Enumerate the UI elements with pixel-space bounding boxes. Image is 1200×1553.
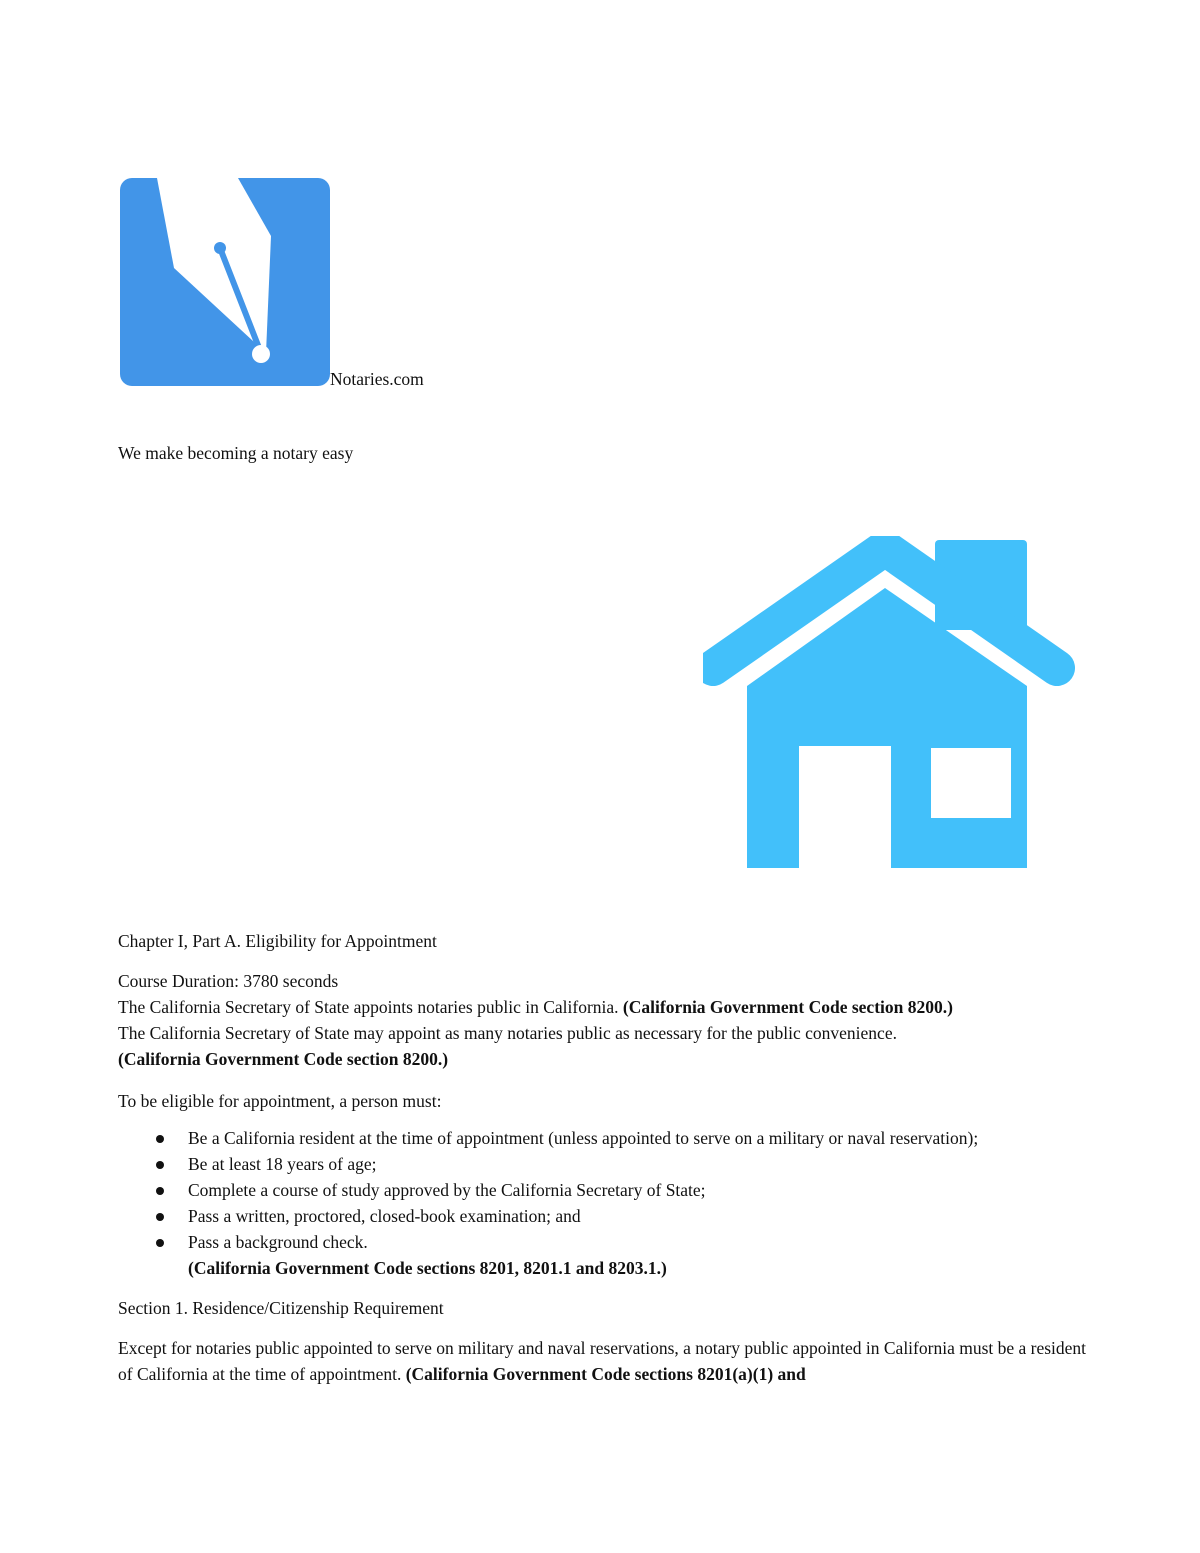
intro-citation-1: (California Government Code section 8200.) [622,997,953,1017]
tagline: We make becoming a notary easy [118,443,354,463]
intro-paragraph [118,968,1088,1072]
house-icon [703,536,1075,870]
intro-citation-2: (California Government Code section 8200.) [118,1049,449,1069]
list-item: Complete a course of study approved by the California Secretary of State; [118,1177,1088,1203]
section-1-text: Except for notaries public appointed to serve on military and naval reservations, a notary public appointed in California must be a resident of California at the time of appointment. [118,1338,1087,1384]
intro-line-2: The California Secretary of State may appoint as many notaries public as necessary for the public convenience. [118,1023,897,1043]
eligibility-lead: To be eligible for appointment, a person must: [118,1091,442,1111]
pen-nib-icon [120,178,330,386]
intro-line-1: The California Secretary of State appoints notaries public in California. [118,997,619,1017]
brand-name: Notaries.com [330,369,424,389]
list-item: Pass a background check. [118,1229,1088,1255]
course-duration: Course Duration: 3780 seconds [118,971,339,991]
list-item: Be a California resident at the time of appointment (unless appointed to serve on a military or naval reservation); [118,1125,1088,1151]
chapter-title: Chapter I, Part A. Eligibility for Appointment [118,931,437,951]
eligibility-citation-row [118,1255,1088,1281]
section-1-title: Section 1. Residence/Citizenship Requirement [118,1298,444,1318]
section-1-citation: (California Government Code sections 8201(a)(1) and [405,1364,806,1384]
eligibility-citation: (California Government Code sections 8201, 8201.1 and 8203.1.) [188,1258,667,1278]
list-item: Be at least 18 years of age; [118,1151,1088,1177]
document-body [118,968,1088,1387]
list-item: Pass a written, proctored, closed-book examination; and [118,1203,1088,1229]
eligibility-list [118,1125,1088,1281]
section-1-body [118,1335,1088,1387]
